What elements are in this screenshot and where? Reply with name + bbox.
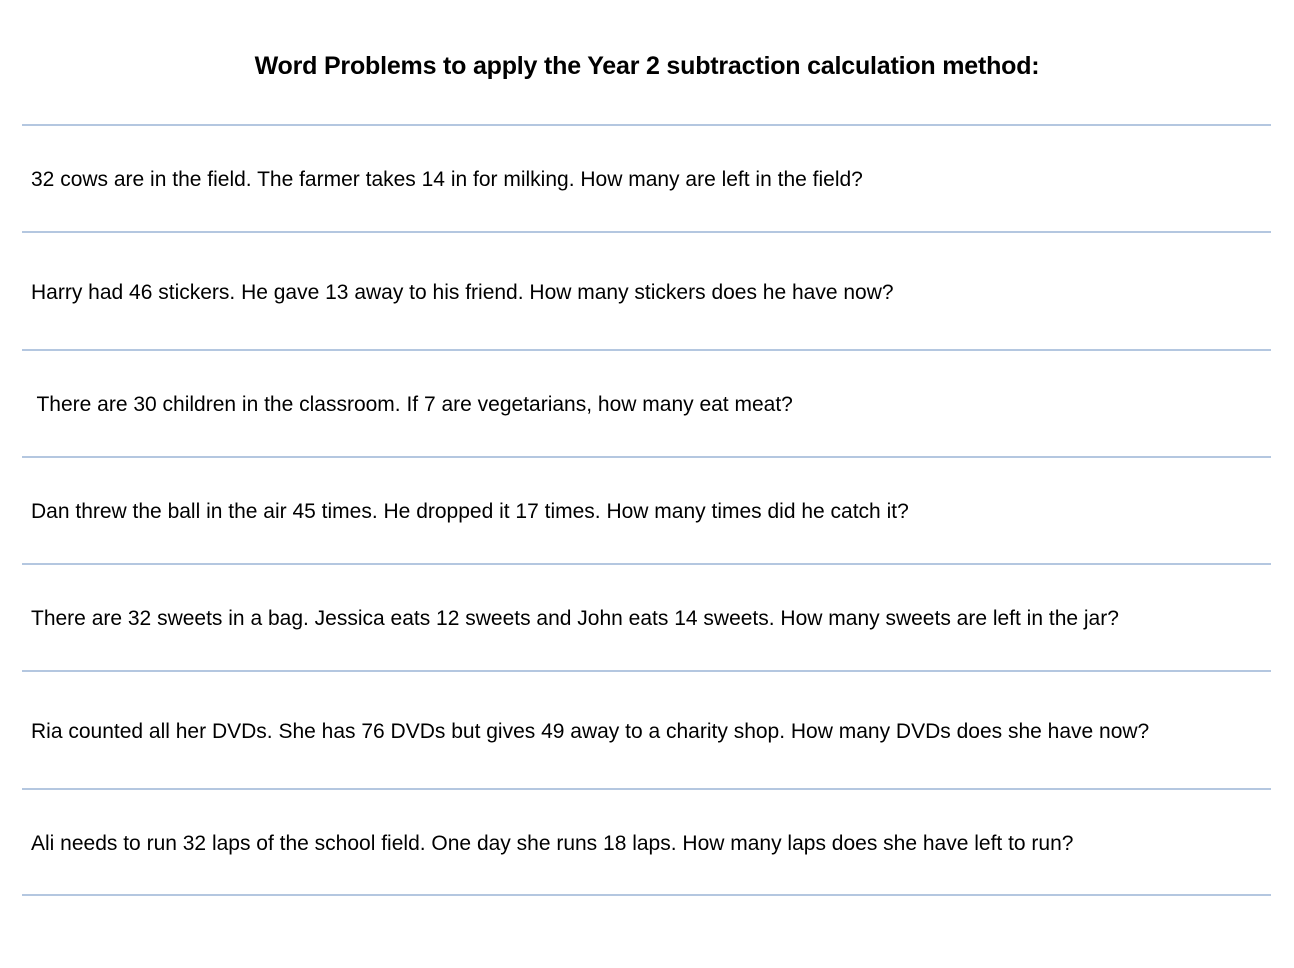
worksheet-title: Word Problems to apply the Year 2 subtraction calculation method: xyxy=(254,52,1040,80)
divider-line xyxy=(22,349,1271,351)
divider-line xyxy=(22,231,1271,233)
word-problem-3: There are 30 children in the classroom. If 7 are vegetarians, how many eat meat? xyxy=(31,393,793,416)
divider-line xyxy=(22,894,1271,896)
word-problem-1: 32 cows are in the field. The farmer takes 14 in for milking. How many are left in the field? xyxy=(31,168,863,191)
divider-line xyxy=(22,124,1271,126)
divider-line xyxy=(22,788,1271,790)
word-problem-6: Ria counted all her DVDs. She has 76 DVDs but gives 49 away to a charity shop. How many DVDs does she have now? xyxy=(31,720,1150,743)
word-problem-4: Dan threw the ball in the air 45 times. He dropped it 17 times. How many times did he catch it? xyxy=(31,500,909,523)
divider-line xyxy=(22,670,1271,672)
word-problem-7: Ali needs to run 32 laps of the school field. One day she runs 18 laps. How many laps does she have left to run? xyxy=(31,832,1074,855)
divider-line xyxy=(22,456,1271,458)
word-problem-2: Harry had 46 stickers. He gave 13 away to his friend. How many stickers does he have now? xyxy=(31,281,894,304)
word-problem-5: There are 32 sweets in a bag. Jessica eats 12 sweets and John eats 14 sweets. How many sweets are left in the jar? xyxy=(31,607,1119,630)
divider-line xyxy=(22,563,1271,565)
